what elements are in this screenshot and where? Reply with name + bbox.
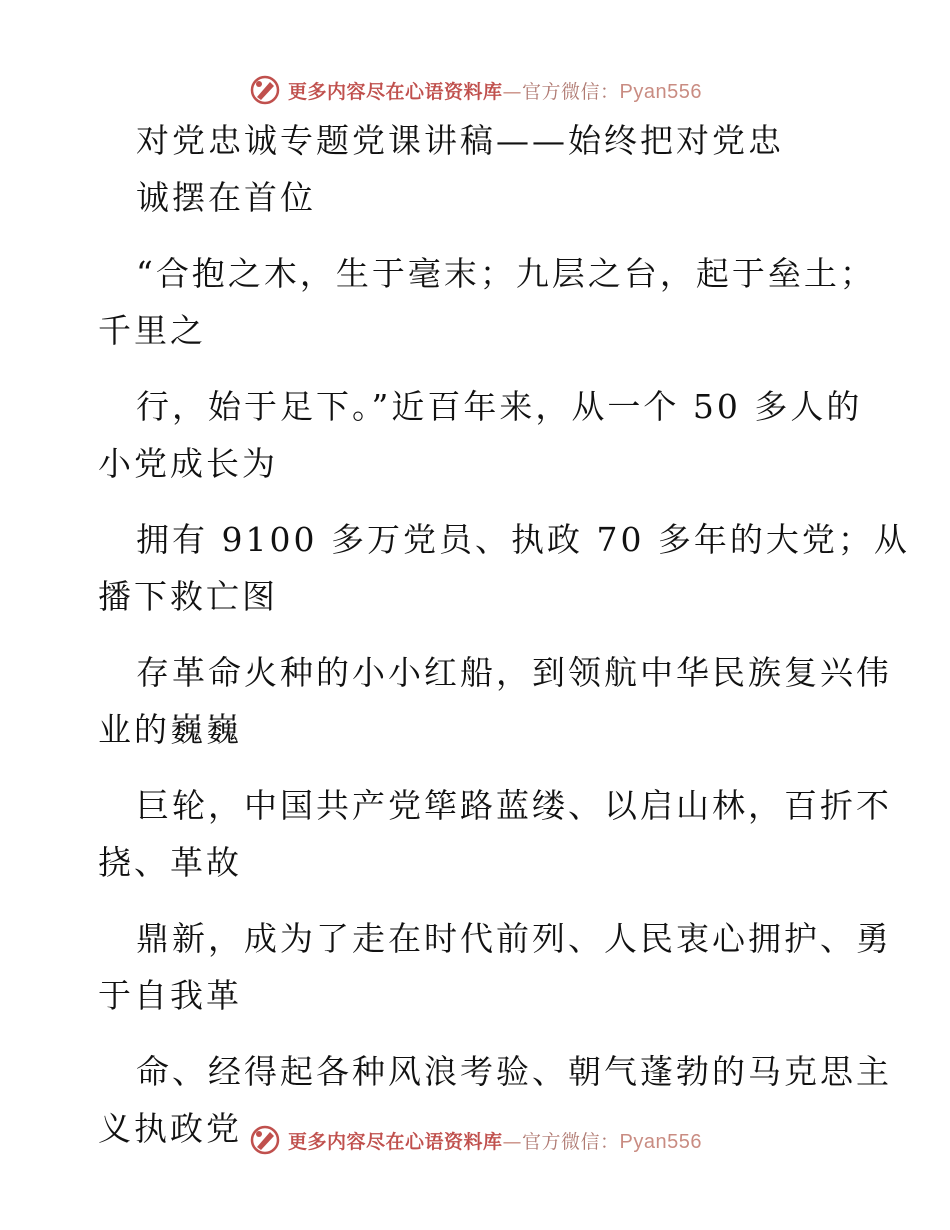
paragraph-line: 存革命火种的小小红船，到领航中华民族复兴伟	[136, 653, 892, 692]
watermark-wechat-id: Pyan556	[619, 80, 702, 103]
pen-nib-logo-icon	[248, 73, 282, 107]
watermark-wechat-label: 官方微信：	[522, 80, 620, 103]
pen-nib-logo-icon	[248, 1123, 282, 1157]
watermark-brand: 更多内容尽在心语资料库	[288, 1130, 503, 1153]
paragraph-line: 业的巍巍	[98, 710, 242, 749]
paragraph-line: 于自我革	[98, 976, 242, 1015]
watermark-wechat-label: 官方微信：	[522, 1130, 620, 1153]
paragraph-line: 千里之	[98, 311, 206, 350]
paragraph-line: 拥有 9100 多万党员、执政 70 多年的大党；从	[136, 520, 910, 559]
header-watermark	[0, 70, 950, 110]
paragraph-line: 命、经得起各种风浪考验、朝气蓬勃的马克思主	[136, 1052, 892, 1091]
paragraph-line: 挠、革故	[98, 843, 242, 882]
paragraph-line: 巨轮，中国共产党筚路蓝缕、以启山林，百折不	[136, 786, 892, 825]
footer-watermark	[0, 1120, 950, 1160]
paragraph-line: 行，始于足下。”近百年来，从一个 50 多人的	[136, 387, 863, 426]
watermark-wechat-id: Pyan556	[619, 1130, 702, 1153]
paragraph-line: 鼎新，成为了走在时代前列、人民衷心拥护、勇	[136, 919, 892, 958]
paragraph-line: 小党成长为	[98, 444, 278, 483]
paragraph-line: 播下救亡图	[98, 577, 278, 616]
watermark-brand: 更多内容尽在心语资料库	[288, 80, 503, 103]
watermark-separator: —	[502, 80, 523, 103]
document-body	[98, 121, 910, 1148]
paragraph-line: 义执政党	[98, 1109, 242, 1148]
document-title-line-1: 对党忠诚专题党课讲稿——始终把对党忠	[136, 121, 784, 160]
paragraph-line: “合抱之木，生于毫末；九层之台，起于垒土；	[136, 254, 876, 293]
document-title-line-2: 诚摆在首位	[136, 178, 316, 217]
watermark-separator: —	[502, 1130, 523, 1153]
